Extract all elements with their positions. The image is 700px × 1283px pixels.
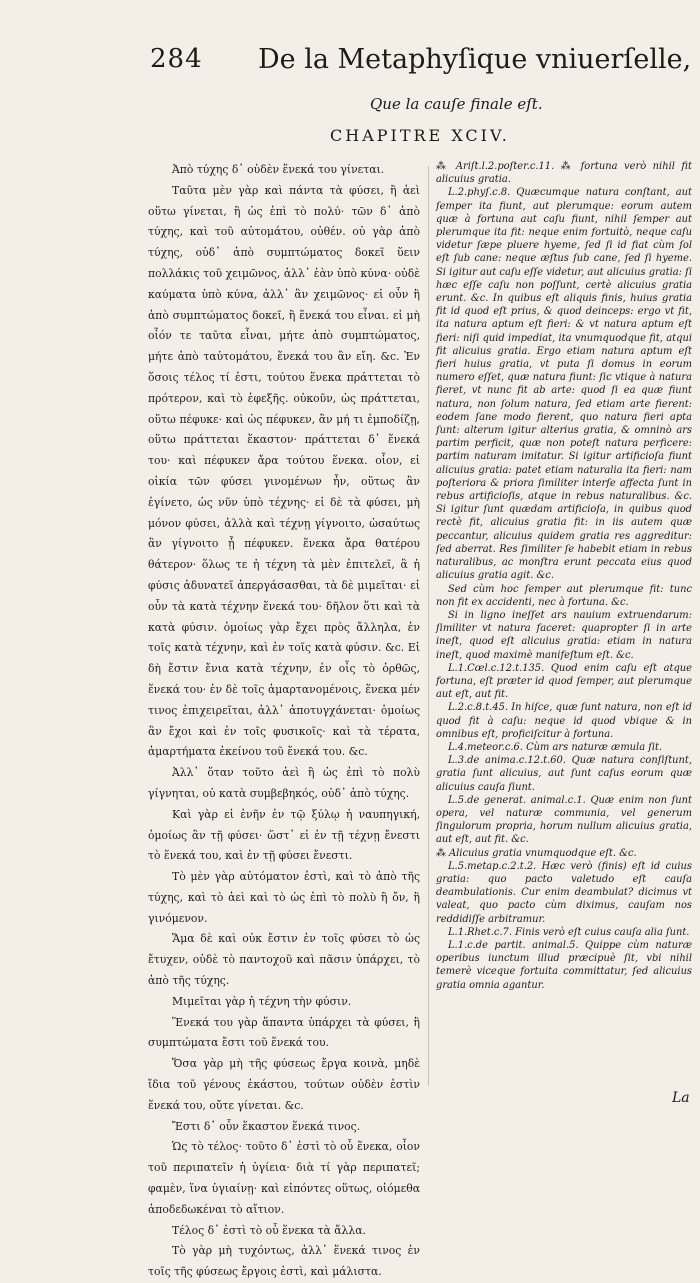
greek-paragraph: Ἅμα δὲ καὶ οὐκ ἔστιν ἐν τοῖς φύσει τὸ ὡς ἔτυχεν, οὐδὲ τὸ παντοχοῦ καὶ πᾶσιν ὑπάρχει, τὸ ἀπὸ τῆς τύχης. <box>148 932 420 988</box>
latin-paragraph: L.3.de anima.c.12.t.60. Quæ natura conſiſtunt, gratia ſunt alicuius, aut ſunt caſus eorum quæ alicuius cauſa ſiunt. <box>436 755 692 793</box>
page-header <box>0 0 700 145</box>
greek-paragraph: Ἀπὸ τύχης δ᾽ οὐδὲν ἕνεκά του γίνεται. <box>172 163 385 176</box>
chapter-question: Que la cauſe finale eſt. <box>370 95 543 113</box>
latin-paragraph: L.2.phyſ.c.8. Quæcumque natura conſtant, aut ſemper ita fiunt, aut plerumque: eorum autem quæ à fortuna aut caſu fiunt, nihil ſemper aut plerumque ita fit: neque enim fortuitò, neque caſu videtur ſæpe pluere hyeme, ſed ſi id fiat cùm ſol eſt ſub cane: neque æſtus ſub cane, ſed ſi hyeme. Si igitur aut caſu eſſe videtur, aut alicuius gratia: ſi hæc eſſe caſu non poſſunt, certè alicuius gratia erunt. &c. In quibus eſt aliquis finis, huius gratia fit id quod eſt prius, & quod deinceps: ergo vt fit, ita natura aptum eſt fieri: & vt natura aptum eſt fieri: niſi quid impediat, ita vnumquodque fit, atqui fit alicuius gratia. Ergo etiam natura aptum eſt fieri huius gratia, vt puta ſi domus in eorum numero eſſet, quæ natura fiunt: ſic vtique à natura fieret, vt nunc fit ab arte: quod ſi ea quæ fiunt natura, non ſolum natura, ſed etiam arte fierent: eodem ſane modo fierent, quo natura fieri apta ſunt: alterum igitur alterius gratia, & omninò ars partim perficit, quæ non poteſt natura perficere: partim naturam imitatur. Si igitur artificioſa fiunt alicuius gratia: patet etiam naturalia ita fieri: nam poſteriora & priora ſimiliter interſe affecta ſunt in rebus artificioſis, atque in rebus naturalibus. &c. Si igitur ſunt quædam artificioſa, in quibus quod rectè fit, alicuius gratia fit: in iis autem quæ peccantur, alicuius quidem gratia res aggreditur: ſed aberrat. Res ſimiliter ſe habebit etiam in rebus naturalibus, ac monſtra erunt peccata eius quod alicuius gratia agit. &c. <box>436 187 692 582</box>
greek-paragraph: Τέλος δ᾽ ἐστὶ τὸ οὗ ἕνεκα τὰ ἄλλα. <box>172 1223 366 1237</box>
greek-paragraph: Τὸ μὲν γὰρ αὐτόματον ἐστὶ, καὶ τὸ ἀπὸ τῆς τύχης, καὶ τὸ ἀεὶ καὶ τὸ ὡς ἐπὶ τὸ πολὺ ἢ ὄν, ἢ γινόμενον. <box>148 870 420 925</box>
column-divider <box>428 166 429 1086</box>
greek-paragraph: Μιμεῖται γὰρ ἡ τέχνη τὴν φύσιν. <box>172 994 352 1008</box>
greek-paragraph: Τὸ γὰρ μὴ τυχόντως, ἀλλ᾽ ἕνεκά τινος ἐν τοῖς τῆς φύσεως ἔργοις ἐστὶ, καὶ μάλιστα. <box>148 1244 420 1279</box>
latin-paragraph: L.1.Rhet.c.7. Finis verò eſt cuius cauſa alia ſunt. <box>448 926 690 938</box>
greek-column <box>148 160 420 1283</box>
latin-paragraph: L.4.meteor.c.6. Cùm ars naturæ æmula ſit. <box>448 741 663 753</box>
greek-paragraph: Ταῦτα μὲν γὰρ καὶ πάντα τὰ φύσει, ἢ ἀεὶ οὕτω γίνεται, ἢ ὡς ἐπὶ τὸ πολύ· τῶν δ᾽ ἀπὸ τύχης, καὶ τοῦ αὐτομάτου, οὐθέν. οὐ γὰρ ἀπὸ τύχης, οὐδ᾽ ἀπὸ συμπτώματος δοκεῖ ὕειν πολλάκις τοῦ χειμῶνος, ἀλλ᾽ ἐὰν ὑπὸ κύνα· οὐδὲ καύματα ὑπὸ κύνα, ἀλλ᾽ ἂν χειμῶνος· εἰ οὖν ἢ ἀπὸ συμπτώματος δοκεῖ, ἢ ἕνεκά του εἶναι. εἰ μὴ οἷόν τε ταῦτα εἶναι, μήτε ἀπὸ συμπτώματος, μήτε ἀπὸ ταὐτομάτου, ἕνεκά του ἂν εἴη. &c. Ἐν ὅσοις τέλος τί ἐστι, τούτου ἕνεκα πράττεται τὸ πρότερον, καὶ τὸ ἐφεξῆς. οὐκοῦν, ὡς πράττεται, οὕτω πέφυκε· καὶ ὡς πέφυκεν, ἂν μή τι ἐμποδίζῃ, οὕτω πράττεται ἕκαστον· πράττεται δ᾽ ἕνεκά του· καὶ πέφυκεν ἄρα τούτου ἕνεκα. οἷον, εἰ οἰκία τῶν φύσει γινομένων ἦν, οὕτως ἂν ἐγίνετο, ὡς νῦν ὑπὸ τέχνης· εἰ δὲ τὰ φύσει, μὴ μόνον φύσει, ἀλλὰ καὶ τέχνῃ γίγνοιτο, ὡσαύτως ἂν γίγνοιτο ᾗ πέφυκεν. ἕνεκα ἄρα θατέρου θάτερον· ὅλως τε ἡ τέχνη τὰ μὲν ἐπιτελεῖ, ἃ ἡ φύσις ἀδυνατεῖ ἀπεργάσασθαι, τὰ δὲ μιμεῖται· εἰ οὖν τὰ κατὰ τέχνην ἕνεκά του· δῆλον ὅτι καὶ τὰ κατὰ φύσιν. ὁμοίως γὰρ ἔχει πρὸς ἄλληλα, ἐν τοῖς κατὰ τέχνην, καὶ ἐν τοῖς κατὰ φύσιν. &c. Εἰ δὴ ἔστιν ἔνια κατὰ τέχνην, ἐν οἷς τὸ ὀρθῶς, ἕνεκά του· ἐν δὲ τοῖς ἁμαρτανομένοις, ἕνεκα μέν τινος ἐπιχειρεῖται, ἀλλ᾽ ἀποτυγχάνεται· ὁμοίως ἂν ἔχοι καὶ ἐν τοῖς φυσικοῖς· καὶ τὰ τέρατα, ἁμαρτήματα ἐκείνου τοῦ ἕνεκά του. &c. <box>148 183 420 759</box>
latin-paragraph: Sed cùm hoc ſemper aut plerumque fit: tunc non fit ex accidenti, nec à fortuna. &c. <box>436 583 692 608</box>
greek-paragraph: Ὡς τὸ τέλος· τοῦτο δ᾽ ἐστὶ τὸ οὗ ἕνεκα, οἷον τοῦ περιπατεῖν ἡ ὑγίεια· διὰ τί γὰρ περιπατεῖ; φαμὲν, ἵνα ὑγιαίνῃ· καὶ εἰπόντες οὕτως, οἰόμεθα ἀποδεδωκέναι τὸ αἴτιον. <box>148 1140 420 1216</box>
greek-paragraph: Ἔστι δ᾽ οὖν ἕκαστον ἕνεκά τινος. <box>172 1119 361 1133</box>
greek-paragraph: Ἀλλ᾽ ὅταν τοῦτο ἀεὶ ἢ ὡς ἐπὶ τὸ πολὺ γίγνηται, οὐ κατὰ συμβεβηκός, οὐδ᾽ ἀπὸ τύχης. <box>148 766 420 800</box>
latin-paragraph: L.2.c.8.t.45. In hiſce, quæ ſunt natura, non eſt id quod fit à caſu: neque id quod vbique & in omnibus eſt, proficiſcitur à fortuna. <box>436 702 692 740</box>
chapter-heading: CHAPITRE XCIV. <box>330 126 510 145</box>
greek-paragraph: Καὶ γὰρ εἰ ἐνῆν ἐν τῷ ξύλῳ ἡ ναυπηγική, ὁμοίως ἂν τῇ φύσει· ὥστ᾽ εἰ ἐν τῇ τέχνῃ ἔνεστι τὸ ἕνεκά του, καὶ ἐν τῇ φύσει ἔνεστι. <box>148 807 420 863</box>
latin-paragraph: ⁂ Alicuius gratia vnumquodque eſt. &c. <box>436 847 637 859</box>
latin-paragraph: L.1.Cœl.c.12.t.135. Quod enim caſu eſt atque fortuna, eſt præter id quod ſemper, aut plerumque aut eſt, aut fit. <box>436 662 692 701</box>
catchword: La <box>672 1090 690 1106</box>
latin-column <box>436 160 692 992</box>
greek-paragraph: Ἕνεκά του γὰρ ἅπαντα ὑπάρχει τὰ φύσει, ἢ συμπτώματα ἔστι τοῦ ἕνεκά του. <box>148 1015 420 1050</box>
latin-paragraph: L.1.c.de partit. animal.5. Quippe cùm naturæ operibus iunctum illud præcipuè ſit, vbi nihil temerè viceque fortuita committatur, ſed alicuius gratia omnia agantur. <box>436 939 692 991</box>
running-title: De la Metaphyſique vniuerſelle, <box>258 44 692 75</box>
latin-paragraph: L.5.de generat. animal.c.1. Quæ enim non ſunt opera, vel naturæ communia, vel generum ſingulorum propria, horum nullum alicuius gratia, aut eſt, aut fit. &c. <box>436 794 692 846</box>
greek-paragraph: Ὅσα γὰρ μὴ τῆς φύσεως ἔργα κοινὰ, μηδὲ ἴδια τοῦ γένους ἑκάστου, τούτων οὐδὲν ἐστὶν ἕνεκά του, οὔτε γίνεται. &c. <box>148 1057 420 1112</box>
latin-paragraph: L.5.metap.c.2.t.2. Hæc verò (finis) eſt id cuius gratia: quo pacto valetudo eſt cauſa deambulationis. Cur enim deambulat? dicimus vt valeat, quo pacto cùm diximus, cauſam nos reddidiſſe arbitramur. <box>436 860 692 925</box>
latin-paragraph: Si in ligno ineſſet ars nauium extruendarum: ſimiliter vt natura faceret: quapropter ſi in arte ineſt, quod eſt alicuius gratia: etiam in natura ineſt, quod maximè manifeſtum eſt. &c. <box>436 609 692 661</box>
latin-paragraph: ⁂ Ariſt.l.2.poſter.c.11. ⁂ fortuna verò nihil fit alicuius gratia. <box>436 161 692 186</box>
page-number: 284 <box>150 44 203 74</box>
